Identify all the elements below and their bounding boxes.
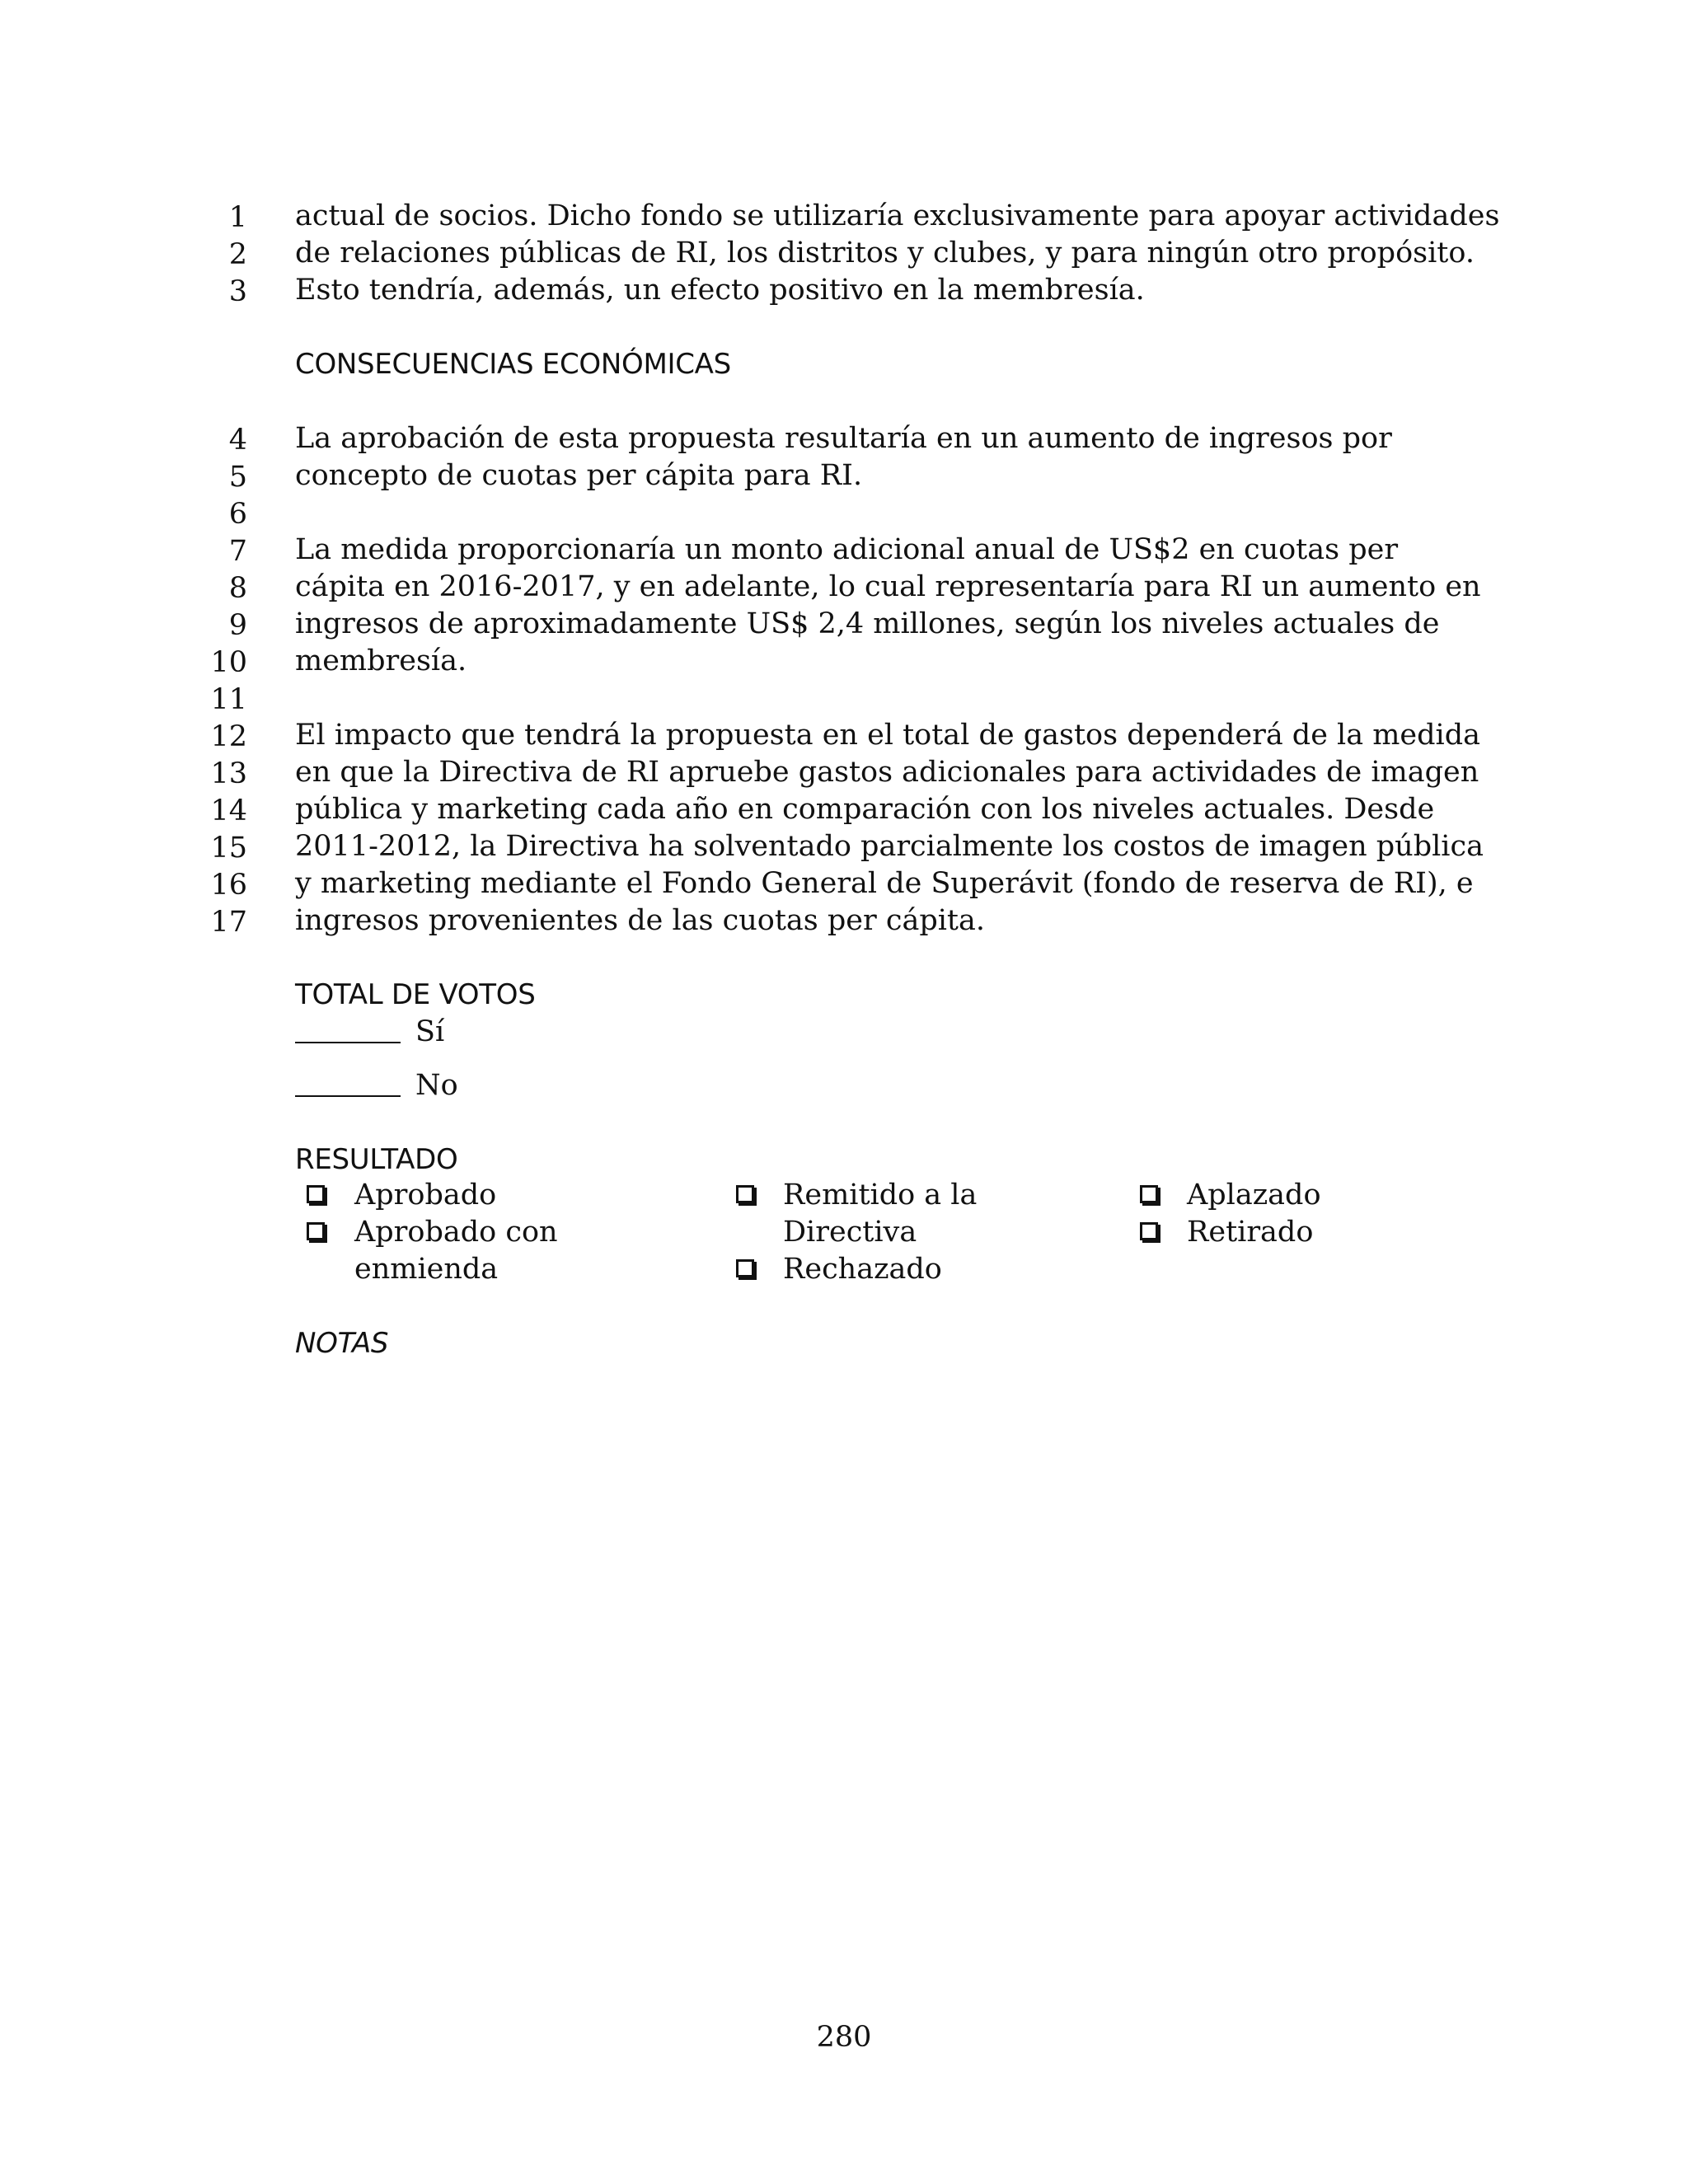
- line-text: membresía.: [295, 644, 467, 677]
- line-text: concepto de cuotas per cápita para RI.: [295, 459, 863, 492]
- line-number: 10: [210, 646, 247, 679]
- text-line: [0, 902, 1688, 940]
- text-line: [0, 791, 1688, 828]
- line-number: 15: [210, 832, 247, 865]
- line-text: ingresos provenientes de las cuotas per cápita.: [295, 904, 985, 937]
- line-text: y marketing mediante el Fondo General de Superávit (fondo de reserva de RI), e: [295, 867, 1474, 900]
- line-number: 12: [210, 720, 247, 753]
- text-line: [0, 643, 1688, 680]
- checkbox-retirado[interactable]: [1140, 1222, 1158, 1240]
- text-line: [0, 272, 1688, 309]
- line-number: 16: [210, 869, 247, 902]
- section-heading-notes: NOTAS: [295, 1327, 389, 1360]
- option-label: Remitido a la: [783, 1179, 978, 1212]
- line-text: cápita en 2016-2017, y en adelante, lo cual representaría para RI un aumento en: [295, 570, 1481, 603]
- checkbox-remitido-a-la-directiva[interactable]: [736, 1185, 754, 1203]
- line-text: 2011-2012, la Directiva ha solventado parcialmente los costos de imagen pública: [295, 830, 1484, 863]
- option-label: Directiva: [783, 1216, 917, 1249]
- line-text: actual de socios. Dicho fondo se utilizaría exclusivamente para apoyar actividades: [295, 199, 1500, 232]
- line-text: en que la Directiva de RI apruebe gastos adicionales para actividades de imagen: [295, 756, 1479, 789]
- line-number: 1: [228, 201, 247, 234]
- line-number: 4: [228, 424, 247, 457]
- section-heading-result: RESULTADO: [295, 1143, 458, 1176]
- line-number: 13: [210, 757, 247, 790]
- section-heading-vote-total: TOTAL DE VOTOS: [295, 978, 536, 1011]
- line-text: La medida proporcionaría un monto adicional anual de US$2 en cuotas per: [295, 533, 1399, 566]
- line-text: El impacto que tendrá la propuesta en el total de gastos dependerá de la medida: [295, 719, 1481, 752]
- line-text: Esto tendría, además, un efecto positivo en la membresía.: [295, 274, 1145, 307]
- line-number: 7: [228, 535, 247, 568]
- checkbox-rechazado[interactable]: [736, 1259, 754, 1277]
- line-number: 9: [228, 609, 247, 642]
- section-heading-economic-consequences: CONSECUENCIAS ECONÓMICAS: [295, 348, 731, 381]
- vote-yes-label: Sí: [415, 1015, 445, 1048]
- line-number: 2: [228, 238, 247, 271]
- line-number: 3: [228, 275, 247, 308]
- vote-yes-blank[interactable]: [295, 1014, 401, 1043]
- vote-no-blank[interactable]: [295, 1067, 401, 1097]
- line-number: 5: [228, 461, 247, 494]
- page-number: 280: [816, 2021, 872, 2054]
- text-line: [0, 569, 1688, 606]
- text-line: [0, 717, 1688, 754]
- vote-no-row: [295, 1067, 458, 1104]
- text-line: [0, 494, 1688, 532]
- line-text: ingresos de aproximadamente US$ 2,4 millones, según los niveles actuales de: [295, 607, 1440, 640]
- text-line: [0, 680, 1688, 717]
- line-number: 14: [210, 794, 247, 827]
- line-number: 17: [210, 906, 247, 939]
- text-line: [0, 420, 1688, 457]
- text-line: [0, 235, 1688, 272]
- option-label: Retirado: [1187, 1216, 1314, 1249]
- line-text: La aprobación de esta propuesta resultaría en un aumento de ingresos por: [295, 422, 1392, 455]
- line-number: 11: [210, 683, 247, 716]
- checkbox-aprobado[interactable]: [307, 1185, 325, 1203]
- text-line: [0, 606, 1688, 643]
- text-line: [0, 828, 1688, 865]
- line-number: 6: [228, 498, 247, 531]
- vote-no-label: No: [415, 1069, 458, 1102]
- text-line: [0, 532, 1688, 569]
- option-label: Rechazado: [783, 1253, 942, 1286]
- text-line: [0, 754, 1688, 791]
- vote-yes-row: [295, 1014, 444, 1051]
- option-label: Aplazado: [1187, 1179, 1321, 1212]
- option-label: enmienda: [354, 1253, 499, 1286]
- option-label: Aprobado con: [354, 1216, 558, 1249]
- checkbox-aplazado[interactable]: [1140, 1185, 1158, 1203]
- line-text: de relaciones públicas de RI, los distritos y clubes, y para ningún otro propósito.: [295, 237, 1475, 269]
- text-line: [0, 865, 1688, 902]
- line-text: pública y marketing cada año en comparación con los niveles actuales. Desde: [295, 793, 1435, 826]
- checkbox-aprobado-con-enmienda[interactable]: [307, 1222, 325, 1240]
- text-line: [0, 457, 1688, 494]
- text-line: [0, 198, 1688, 235]
- line-number: 8: [228, 572, 247, 605]
- option-label: Aprobado: [354, 1179, 497, 1212]
